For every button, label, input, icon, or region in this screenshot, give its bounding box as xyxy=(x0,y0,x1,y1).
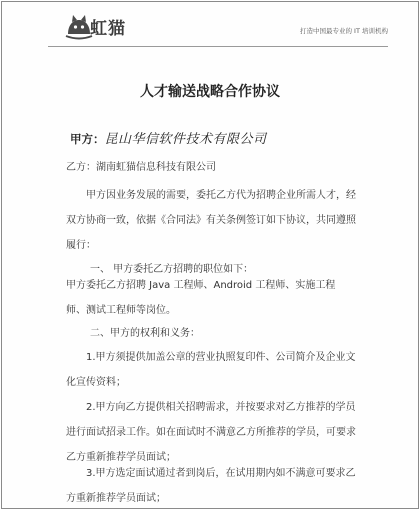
paragraph-line: 甲方因业务发展的需要，委托乙方代为招聘企业所需人才，经 xyxy=(86,190,356,201)
paragraph-line: 履行： xyxy=(66,240,96,251)
paragraph-line: 师、测试工程师等岗位。 xyxy=(66,305,176,316)
party-a-line xyxy=(70,128,267,147)
letterhead xyxy=(2,2,418,50)
party-a-label: 甲方： xyxy=(70,132,105,146)
paragraph-line: 化宣传资料； xyxy=(66,377,126,388)
document-page xyxy=(1,1,419,509)
paragraph-line: 方重新推荐学员面试； xyxy=(66,493,166,504)
header-divider xyxy=(48,46,388,47)
document-title: 人才输送战略合作协议 xyxy=(140,84,280,100)
paragraph-line: 甲方委托乙方招聘 Java 工程师、Android 工程师、实施工程 xyxy=(66,280,336,291)
paragraph-line: 2.甲方向乙方提供相关招聘需求，并按要求对乙方推荐的学员 xyxy=(86,402,356,413)
paragraph-line: 二、甲方的权利和义务： xyxy=(90,328,200,339)
company-slogan: 打造中国最专业的 IT 培训机构 xyxy=(299,27,388,35)
paragraph-line: 双方协商一致，依据《合同法》有关条例签订如下协议，共同遵照 xyxy=(66,215,356,226)
paragraph-line: 一、 甲方委托乙方招聘的职位如下： xyxy=(90,264,254,275)
paragraph-line: 进行面试招录工作。如在面试时不满意乙方所推荐的学员，可要求 xyxy=(66,427,356,438)
logo-text: 虹猫 xyxy=(90,19,126,39)
company-logo xyxy=(64,12,134,42)
paragraph-line: 3.甲方选定面试通过者到岗后，在试用期内如不满意可要求乙 xyxy=(86,468,356,479)
paragraph-line: 乙方：湖南虹猫信息科技有限公司 xyxy=(66,162,216,173)
party-a-handwritten-name: 昆山华信软件技术有限公司 xyxy=(104,132,267,147)
paragraph-line: 乙方重新推荐学员面试； xyxy=(66,452,176,463)
paragraph-line: 1.甲方须提供加盖公章的营业执照复印件、公司简介及企业文 xyxy=(86,352,356,363)
